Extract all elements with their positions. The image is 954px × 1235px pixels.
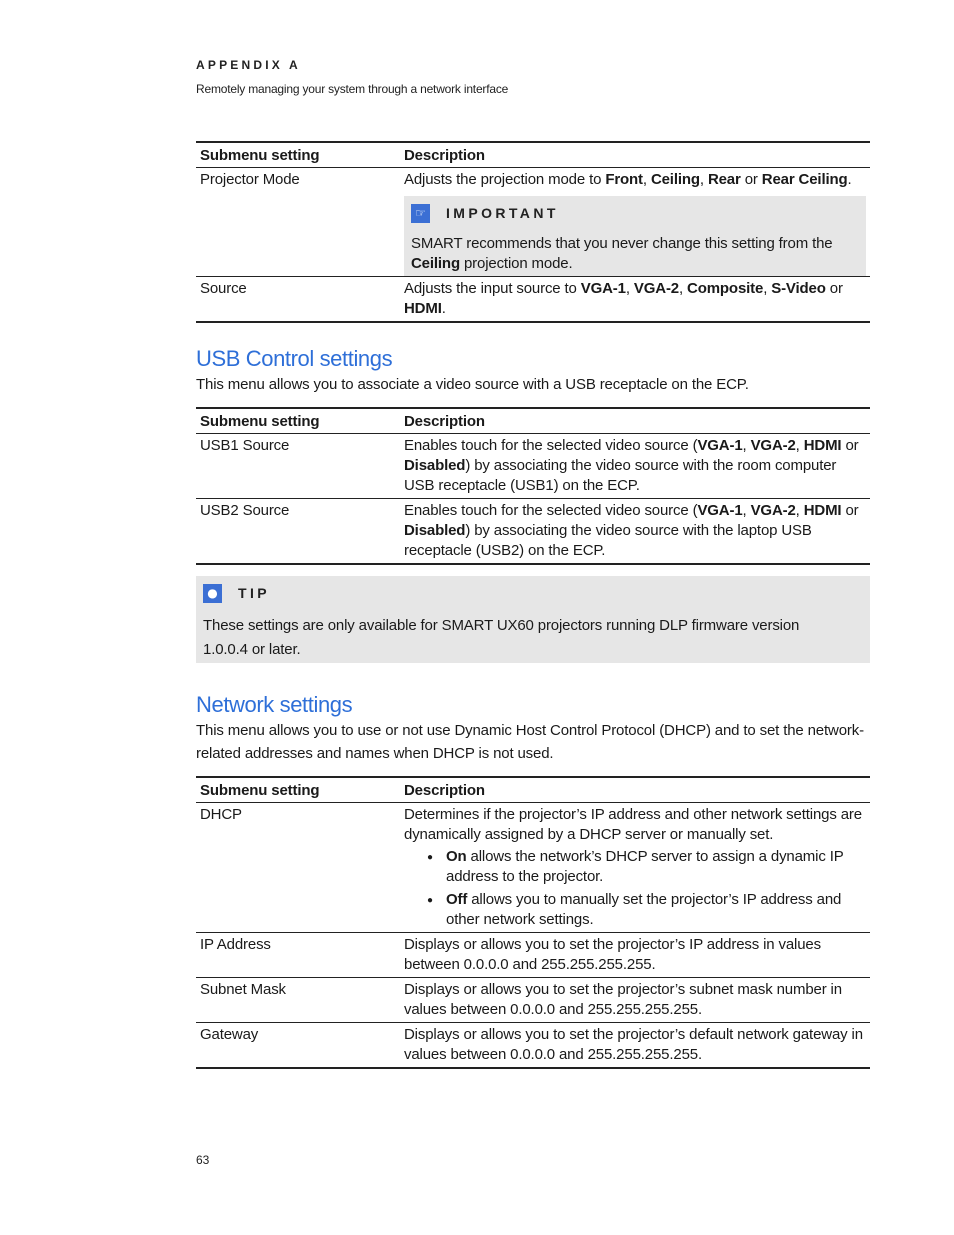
text-bold: Composite bbox=[687, 280, 764, 297]
text-bold: Ceiling bbox=[650, 171, 700, 188]
setting-description: Displays or allows you to set the projector’s subnet mask number in values between 0.0.0.0 and 255.255.255.255. bbox=[398, 978, 870, 1023]
text-bold: VGA-2 bbox=[750, 437, 796, 454]
dhcp-options-list bbox=[404, 847, 866, 930]
lightbulb-icon: ● bbox=[203, 584, 222, 603]
text: , bbox=[795, 437, 804, 454]
text: allows the network’s DHCP server to assign a dynamic IP address to the projector. bbox=[446, 848, 844, 885]
text-bold: VGA-1 bbox=[697, 437, 743, 454]
tip-header bbox=[203, 582, 270, 604]
running-title: Remotely managing your system through a network interface bbox=[196, 82, 509, 96]
text-bold: S-Video bbox=[771, 280, 826, 297]
appendix-label: APPENDIX A bbox=[196, 58, 301, 72]
setting-description bbox=[398, 803, 870, 933]
setting-description: Displays or allows you to set the projector’s default network gateway in values between 0.0.0.0 and 255.255.255.255. bbox=[398, 1023, 870, 1069]
important-text bbox=[411, 234, 860, 274]
setting-name: USB2 Source bbox=[196, 499, 398, 565]
setting-name: Subnet Mask bbox=[196, 978, 398, 1023]
network-section-title: Network settings bbox=[196, 692, 353, 717]
column-header-description: Description bbox=[398, 142, 870, 168]
page-number: 63 bbox=[196, 1153, 210, 1167]
text-bold: Rear Ceiling bbox=[761, 171, 848, 188]
table-row bbox=[196, 277, 870, 323]
table-row bbox=[196, 978, 870, 1023]
table-row bbox=[196, 1023, 870, 1069]
important-title: IMPORTANT bbox=[446, 205, 559, 221]
projector-settings-table bbox=[196, 141, 870, 323]
column-header-description: Description bbox=[398, 777, 870, 803]
setting-description bbox=[398, 434, 870, 499]
setting-name: Projector Mode bbox=[196, 168, 398, 277]
setting-name: USB1 Source bbox=[196, 434, 398, 499]
text: or bbox=[740, 171, 762, 188]
column-header-submenu: Submenu setting bbox=[196, 142, 398, 168]
column-header-submenu: Submenu setting bbox=[196, 777, 398, 803]
setting-name: Gateway bbox=[196, 1023, 398, 1069]
text: , bbox=[642, 171, 651, 188]
text: or bbox=[841, 502, 859, 519]
text-bold: HDMI bbox=[404, 300, 442, 317]
text: ) by associating the video source with the laptop USB receptacle (USB2) on the ECP. bbox=[404, 522, 812, 559]
important-note bbox=[404, 196, 866, 276]
setting-description bbox=[398, 168, 870, 277]
usb-settings-table bbox=[196, 407, 870, 565]
setting-name: IP Address bbox=[196, 933, 398, 978]
setting-description: Displays or allows you to set the projector’s IP address in values between 0.0.0.0 and 255.255.255.255. bbox=[398, 933, 870, 978]
text-bold: VGA-2 bbox=[633, 280, 679, 297]
text: or bbox=[825, 280, 843, 297]
text: Adjusts the projection mode to bbox=[404, 171, 606, 188]
column-header-submenu: Submenu setting bbox=[196, 408, 398, 434]
text-bold: Ceiling bbox=[411, 255, 460, 272]
table-row bbox=[196, 499, 870, 565]
text: Enables touch for the selected video source ( bbox=[404, 437, 698, 454]
network-intro: This menu allows you to use or not use Dynamic Host Control Protocol (DHCP) and to set the network-related addresses and names when DHCP is not used. bbox=[196, 722, 864, 762]
text-bold: VGA-1 bbox=[580, 280, 626, 297]
text: ) by associating the video source with the room computer USB receptacle (USB1) on the ECP. bbox=[404, 457, 837, 494]
hand-pointer-icon: ☞ bbox=[411, 204, 430, 223]
table-row bbox=[196, 803, 870, 933]
table-row bbox=[196, 168, 870, 277]
setting-description bbox=[398, 499, 870, 565]
text-bold: Rear bbox=[707, 171, 741, 188]
usb-intro: This menu allows you to associate a video source with a USB receptacle on the ECP. bbox=[196, 376, 749, 393]
text-bold: HDMI bbox=[803, 502, 842, 519]
text: . bbox=[847, 171, 852, 188]
text: , bbox=[742, 437, 751, 454]
text-bold: Front bbox=[605, 171, 643, 188]
text-bold: Disabled bbox=[404, 457, 466, 474]
text: , bbox=[763, 280, 772, 297]
text: allows you to manually set the projector’s IP address and other network settings. bbox=[446, 891, 842, 928]
tip-note bbox=[196, 576, 870, 663]
important-header bbox=[411, 202, 860, 224]
list-item bbox=[446, 890, 866, 930]
text: Enables touch for the selected video source ( bbox=[404, 502, 698, 519]
text-bold: Disabled bbox=[404, 522, 466, 539]
text: SMART recommends that you never change this setting from the bbox=[411, 235, 833, 252]
text-bold: VGA-2 bbox=[750, 502, 796, 519]
dhcp-description: Determines if the projector’s IP address and other network settings are dynamically assigned by a DHCP server or manually set. bbox=[404, 806, 862, 843]
text: or bbox=[841, 437, 859, 454]
table-header-row bbox=[196, 408, 870, 434]
text-bold: On bbox=[446, 848, 467, 865]
text: , bbox=[625, 280, 634, 297]
setting-description bbox=[398, 277, 870, 323]
table-header-row bbox=[196, 142, 870, 168]
text: . bbox=[441, 300, 446, 317]
table-row bbox=[196, 933, 870, 978]
text-bold: HDMI bbox=[803, 437, 842, 454]
text: , bbox=[678, 280, 688, 297]
text: , bbox=[699, 171, 708, 188]
network-settings-table bbox=[196, 776, 870, 1069]
usb-section-title: USB Control settings bbox=[196, 346, 393, 371]
text-bold: VGA-1 bbox=[697, 502, 743, 519]
text: , bbox=[795, 502, 804, 519]
text-bold: Off bbox=[446, 891, 468, 908]
text: projection mode. bbox=[459, 255, 573, 272]
text: Adjusts the input source to bbox=[404, 280, 581, 297]
tip-title: TIP bbox=[238, 585, 270, 601]
setting-name: Source bbox=[196, 277, 398, 323]
column-header-description: Description bbox=[398, 408, 870, 434]
table-row bbox=[196, 434, 870, 499]
tip-text: These settings are only available for SMART UX60 projectors running DLP firmware version 1.0.0.4 or later. bbox=[203, 617, 800, 658]
table-header-row bbox=[196, 777, 870, 803]
text: , bbox=[742, 502, 751, 519]
list-item bbox=[446, 847, 866, 887]
setting-name: DHCP bbox=[196, 803, 398, 933]
